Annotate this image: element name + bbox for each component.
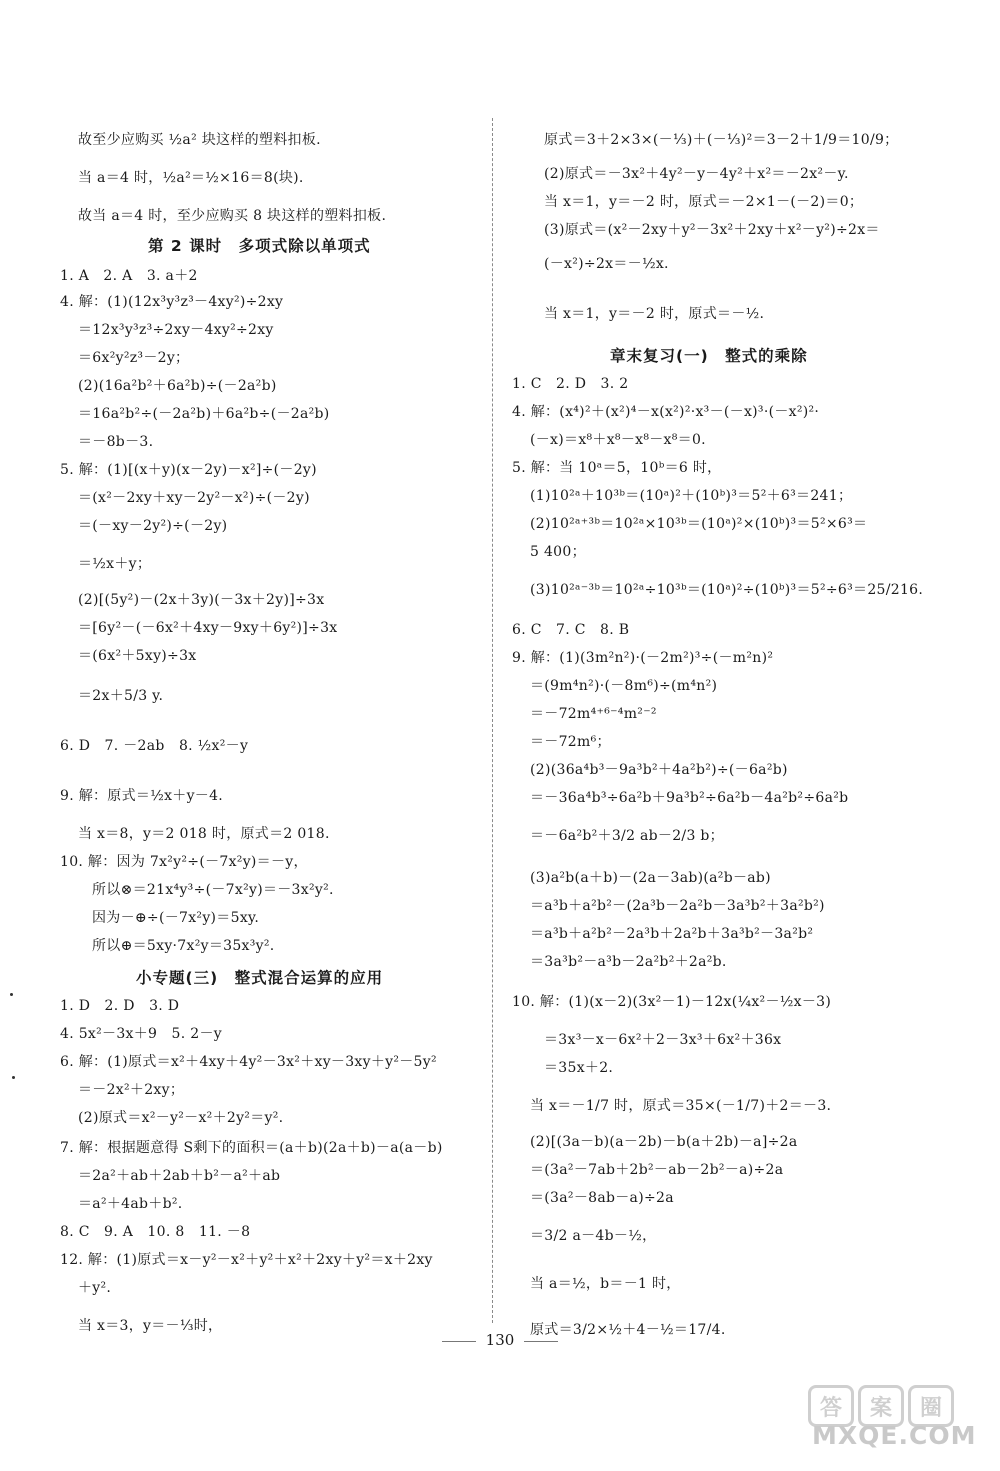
text-line: (2)(36a⁴b³－9a³b²＋4a²b²)÷(－6a²b): [530, 762, 788, 778]
text-line: (2)10²ᵃ⁺³ᵇ＝10²ᵃ×10³ᵇ＝(10ᵃ)²×(10ᵇ)³＝5²×6³＝: [530, 516, 868, 532]
text-line: (3)a²b(a＋b)－(2a－3ab)(a²b－ab): [530, 870, 771, 886]
text-line: 4. 5x²－3x＋9 5. 2－y: [60, 1026, 222, 1042]
text-line: 10. 解：(1)(x－2)(3x²－1)－12x(¼x²－½x－3): [512, 994, 832, 1010]
text-line: ＝－2x²＋2xy；: [78, 1082, 185, 1098]
text-line: 9. 解：原式＝½x＋y－4.: [60, 788, 224, 804]
text-line: (2)[(5y²)－(2x＋3y)(－3x＋2y)]÷3x: [78, 592, 325, 608]
text-line: ＝(6x²＋5xy)÷3x: [78, 648, 197, 664]
page-number: 130: [485, 1331, 515, 1349]
text-line: 1. A 2. A 3. a＋2: [60, 268, 198, 284]
text-line: 当 x＝－1/7 时，原式＝35×(－1/7)＋2＝－3.: [530, 1098, 832, 1114]
watermark-char: 案: [858, 1385, 904, 1427]
watermark-url: MXQE.COM: [812, 1421, 977, 1450]
text-line: 当 a＝½，b＝－1 时，: [530, 1276, 681, 1292]
text-line: 故至少应购买 ½a² 块这样的塑料扣板.: [78, 132, 321, 148]
text-line: ＝2a²＋ab＋2ab＋b²－a²＋ab: [78, 1168, 281, 1184]
text-line: (2)原式＝x²－y²－x²＋2y²＝y².: [78, 1110, 284, 1126]
text-line: 8. C 9. A 10. 8 11. －8: [60, 1224, 251, 1240]
text-line: 12. 解：(1)原式＝x－y²－x²＋y²＋x²＋2xy＋y²＝x＋2xy: [60, 1252, 433, 1268]
text-line: 6. D 7. －2ab 8. ½x²－y: [60, 738, 249, 754]
text-line: ＝16a²b²÷(－2a²b)＋6a²b÷(－2a²b): [78, 406, 330, 422]
text-line: ＝3x³－x－6x²＋2－3x³＋6x²＋36x: [544, 1032, 782, 1048]
text-line: (2)(16a²b²＋6a²b)÷(－2a²b): [78, 378, 277, 394]
text-line: 所以⊕＝5xy·7x²y＝35x³y².: [92, 938, 275, 954]
text-line: ＝－6a²b²＋3/2 ab－2/3 b；: [530, 828, 724, 844]
text-line: ＝a²＋4ab＋b².: [78, 1196, 183, 1212]
text-line: 10. 解：因为 7x²y²÷(－7x²y)＝－y，: [60, 854, 308, 870]
text-line: 当 x＝8，y＝2 018 时，原式＝2 018.: [78, 826, 330, 842]
text-line: ＝[6y²－(－6x²＋4xy－9xy＋6y²)]÷3x: [78, 620, 338, 636]
text-line: ＝(9m⁴n²)·(－8m⁶)÷(m⁴n²): [530, 678, 718, 694]
text-line: (3)原式＝(x²－2xy＋y²－3x²＋2xy＋x²－y²)÷2x＝: [544, 222, 880, 238]
text-line: 1. C 2. D 3. 2: [512, 376, 629, 392]
text-line: ＝a³b＋a²b²－(2a³b－2a²b－3a³b²＋3a²b²): [530, 898, 825, 914]
margin-dot: [12, 1076, 15, 1079]
text-line: 所以⊗＝21x⁴y³÷(－7x²y)＝－3x²y².: [92, 882, 334, 898]
text-line: 当 x＝1，y＝－2 时，原式＝－2×1－(－2)＝0；: [544, 194, 864, 210]
text-line: 5. 解：(1)[(x＋y)(x－2y)－x²]÷(－2y): [60, 462, 317, 478]
text-line: 5 400；: [530, 544, 586, 560]
text-line: 6. C 7. C 8. B: [512, 622, 630, 638]
text-line: (－x)＝x⁸＋x⁸－x⁸－x⁸＝0.: [530, 432, 706, 448]
text-line: 6. 解：(1)原式＝x²＋4xy＋4y²－3x²＋xy－3xy＋y²－5y²: [60, 1054, 437, 1070]
section-heading: 章末复习(一) 整式的乘除: [610, 347, 808, 365]
column-divider: [492, 118, 493, 1323]
page-footer: [0, 1331, 1000, 1349]
text-line: 1. D 2. D 3. D: [60, 998, 180, 1014]
text-line: ＝12x³y³z³÷2xy－4xy²÷2xy: [78, 322, 274, 338]
text-line: ＝(－xy－2y²)÷(－2y): [78, 518, 228, 534]
margin-dot: [10, 993, 13, 996]
text-line: 当 a＝4 时，½a²＝½×16＝8(块).: [78, 170, 304, 186]
text-line: 原式＝3＋2×3×(－⅓)＋(－⅓)²＝3－2＋1/9＝10/9；: [544, 132, 899, 148]
text-line: ＝2x＋5/3 y.: [78, 688, 164, 704]
section-heading: 小专题(三) 整式混合运算的应用: [136, 969, 384, 987]
text-line: (2)原式＝－3x²＋4y²－y－4y²＋x²＝－2x²－y.: [544, 166, 849, 182]
text-line: 5. 解：当 10ᵃ＝5，10ᵇ＝6 时，: [512, 460, 722, 476]
text-line: ＝(3a²－8ab－a)÷2a: [530, 1190, 674, 1206]
text-line: (2)[(3a－b)(a－2b)－b(a＋2b)－a]÷2a: [530, 1134, 798, 1150]
watermark-char: 答: [808, 1385, 854, 1427]
text-line: 9. 解：(1)(3m²n²)·(－2m²)³÷(－m²n)²: [512, 650, 774, 666]
text-line: ＝35x＋2.: [544, 1060, 614, 1076]
text-line: 7. 解：根据题意得 S剩下的面积＝(a＋b)(2a＋b)－a(a－b): [60, 1140, 443, 1156]
text-line: ＝－8b－3.: [78, 434, 154, 450]
watermark-char: 圈: [908, 1385, 954, 1427]
text-line: 当 x＝1，y＝－2 时，原式＝－½.: [544, 306, 765, 322]
text-line: ＝3/2 a－4b－½，: [530, 1228, 657, 1244]
text-line: (1)10²ᵃ＋10³ᵇ＝(10ᵃ)²＋(10ᵇ)³＝5²＋6³＝241；: [530, 488, 853, 504]
text-line: ＝½x＋y；: [78, 556, 152, 572]
text-line: 4. 解：(1)(12x³y³z³－4xy²)÷2xy: [60, 294, 284, 310]
text-line: ＝3a³b²－a³b－2a²b²＋2a²b.: [530, 954, 727, 970]
watermark: [800, 1385, 990, 1465]
footer-dash: [442, 1341, 476, 1342]
text-line: ＝(3a²－7ab＋2b²－ab－2b²－a)÷2a: [530, 1162, 784, 1178]
text-line: ＝(x²－2xy＋xy－2y²－x²)÷(－2y): [78, 490, 310, 506]
text-line: (－x²)÷2x＝－½x.: [544, 256, 669, 272]
text-line: 故当 a＝4 时，至少应购买 8 块这样的塑料扣板.: [78, 208, 387, 224]
footer-dash: [524, 1341, 558, 1342]
text-line: ＝－36a⁴b³÷6a²b＋9a³b²÷6a²b－4a²b²÷6a²b: [530, 790, 849, 806]
text-line: 4. 解：(x⁴)²＋(x²)⁴－x(x²)²·x³－(－x)³·(－x²)²·: [512, 404, 820, 420]
text-line: ＝a³b＋a²b²－2a³b＋2a²b＋3a³b²－3a²b²: [530, 926, 814, 942]
text-line: ＋y².: [78, 1280, 112, 1296]
text-line: (3)10²ᵃ⁻³ᵇ＝10²ᵃ÷10³ᵇ＝(10ᵃ)²÷(10ᵇ)³＝5²÷6³＝25/216.: [530, 582, 924, 598]
text-line: ＝－72m⁶；: [530, 734, 611, 750]
text-line: ＝6x²y²z³－2y；: [78, 350, 190, 366]
text-line: 原式＝3/2×½＋4－½＝17/4.: [530, 1322, 726, 1338]
text-line: 当 x＝3，y＝－⅓时，: [78, 1318, 223, 1334]
text-line: ＝－72m⁴⁺⁶⁻⁴m²⁻²: [530, 706, 657, 722]
text-line: 因为－⊕÷(－7x²y)＝5xy.: [92, 910, 260, 926]
section-heading: 第 2 课时 多项式除以单项式: [148, 237, 371, 255]
